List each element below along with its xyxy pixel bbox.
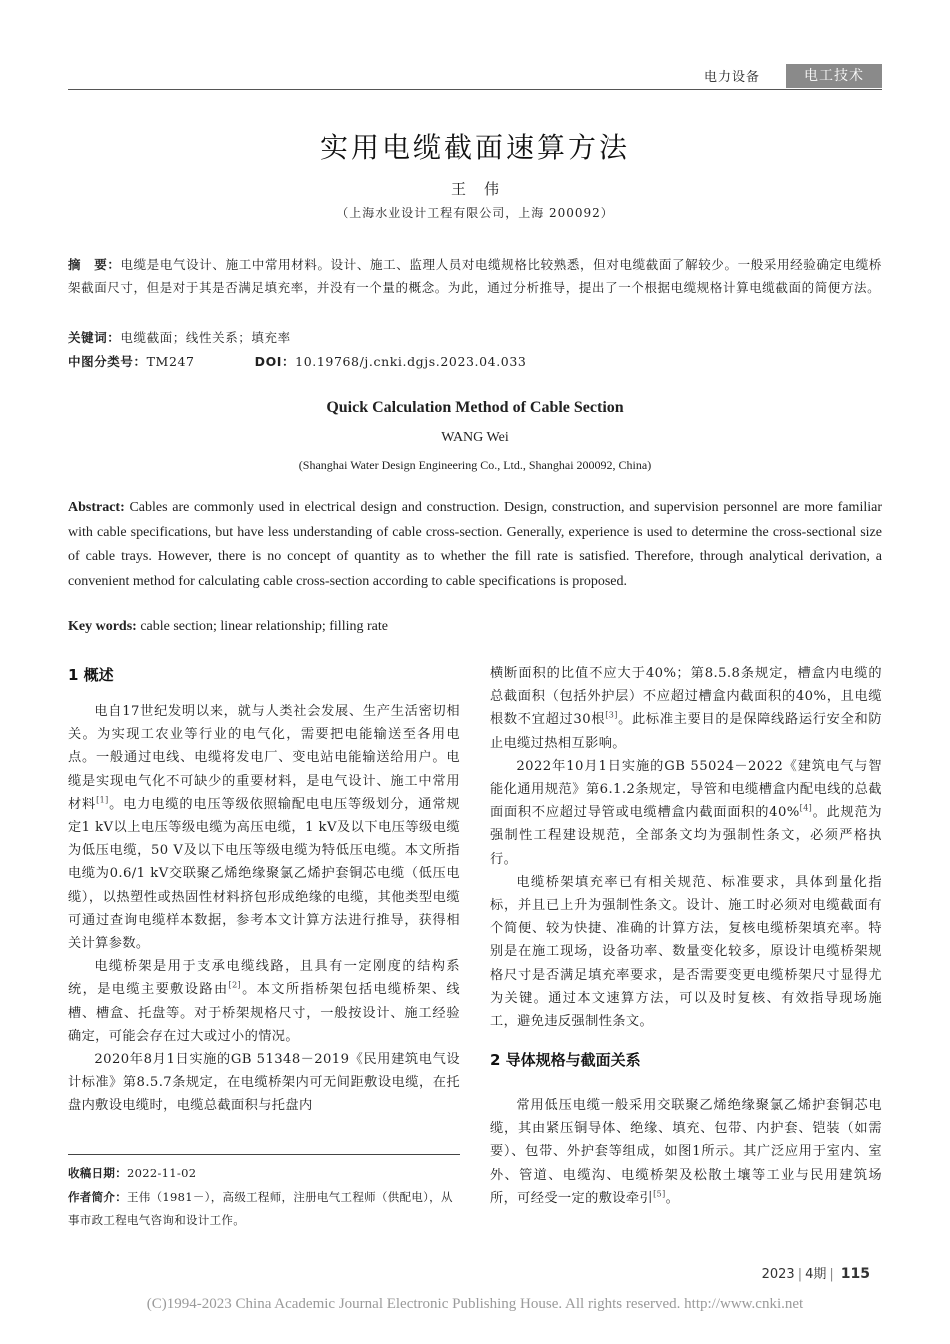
journal-year: 2023 — [761, 1267, 795, 1282]
section-1-heading: 1 概述 — [68, 666, 114, 684]
author-cn: 王伟 — [450, 180, 517, 198]
paragraph-text: 2022年10月1日实施的GB 55024－2022《建筑电气与智能化通用规范》第6.1.2条规定，导管和电缆槽盒内配电线的总截面面积不应超过导管或电缆槽盒内截面面积的40% — [490, 758, 882, 821]
doi-label: DOI： — [254, 354, 296, 369]
clc-label: 中图分类号： — [68, 354, 147, 369]
bio-text: 王伟（1981－），高级工程师，注册电气工程师（供配电），从事市政工程电气咨询和设计工作。 — [68, 1190, 453, 1227]
received-date — [68, 1162, 460, 1185]
page-footer: 2023 | 4期 | 115 — [761, 1266, 870, 1282]
right-column — [490, 662, 882, 1033]
keywords-cn-label: 关键词： — [68, 330, 121, 345]
bio-label: 作者简介： — [68, 1190, 127, 1204]
citation: [5] — [653, 1189, 666, 1199]
paragraph: 2020年8月1日实施的GB 51348－2019《民用建筑电气设计标准》第8.5.7条规定，在电缆桥架内可无间距敷设电缆，在托盘内敷设电缆时，电缆总截面积与托盘内 — [68, 1052, 460, 1114]
paragraph-text: 电缆桥架是用于支承电缆线路，且具有一定刚度的结构系统，是电缆主要敷设路由 — [68, 959, 460, 998]
paper-title-en: Quick Calculation Method of Cable Section — [326, 399, 624, 416]
paragraph-text: 常用低压电缆一般采用交联聚乙烯绝缘聚氯乙烯护套铜芯电缆，其由紧压铜导体、绝缘、填充、包带、内护套、铠装（如需要）、包带、外护套等组成，如图1所示。其广泛应用于室内、室外、管道、电缆沟、电缆桥架及松散土壤等工业与民用建筑场所，可经受一定的敷设牵引 — [490, 1098, 882, 1206]
clc-value: TM247 — [146, 354, 195, 369]
page-number: 115 — [840, 1266, 870, 1282]
header-rule — [68, 89, 882, 90]
paragraph-text: 横断面积的比值不应大于40%；第8.5.8条规定，槽盒内电缆的总截面积（包括外护层）不应超过槽盒内截面积的40%，且电缆根数不宜超过30根 — [490, 666, 882, 728]
received-value: 2022-11-02 — [127, 1166, 197, 1180]
paragraph: 电缆桥架填充率已有相关规范、标准要求，具体到量化指标，并且已上升为强制性条文。设计、施工时必须对电缆截面有个简便、较为快捷、准确的计算方法，复核电缆桥架填充率。特别是在施工现场，设备功率、数量变化较多，原设计电缆桥架规格尺寸是否满足填充率要求，是否需要变更电缆桥架尺寸显得尤为关键。通过本文速算方法，可以及时复核、有效指导现场施工，避免违反强制性条文。 — [490, 874, 882, 1030]
citation: [2] — [228, 981, 242, 991]
paragraph — [68, 955, 460, 1048]
journal-issue: 4期 — [805, 1267, 827, 1282]
keywords-en — [68, 615, 882, 639]
received-label: 收稿日期： — [68, 1166, 127, 1180]
section-2-heading: 2 导体规格与截面关系 — [490, 1051, 641, 1069]
paragraph — [68, 700, 460, 955]
footnote-rule — [68, 1154, 460, 1155]
doi-value: 10.19768/j.cnki.dgjs.2023.04.033 — [295, 354, 527, 369]
classification-line — [68, 350, 882, 373]
copyright-notice: (C)1994-2023 China Academic Journal Electronic Publishing House. All rights reserved. http://www.cnki.net — [146, 1296, 804, 1312]
abstract-en-label: Abstract: — [68, 500, 125, 515]
citation: [3] — [605, 711, 618, 721]
abstract-cn-text: 电缆是电气设计、施工中常用材料。设计、施工、监理人员对电缆规格比较熟悉，但对电缆截面了解较少。一般采用经验确定电缆桥架截面尺寸，但是对于其是否满足填充率，并没有一个量的概念。为此，通过分析推导，提出了一个根据电缆规格计算电缆截面的简便方法。 — [68, 257, 882, 295]
abstract-cn-label: 摘 要： — [68, 257, 121, 272]
paragraph-continued — [490, 662, 882, 755]
abstract-en — [68, 496, 882, 594]
keywords-en-label: Key words: — [68, 619, 137, 634]
running-header — [68, 64, 882, 88]
paragraph — [490, 755, 882, 871]
abstract-en-text: Cables are commonly used in electrical design and construction. Design, construction, and supervision personnel are more familiar with cable specifications, but have less understanding of cable cross-section. Generally, experience is used to determine the cross-sectional size of cable trays. However, there is no concept of quantity as to whether the fill rate is satisfied. Therefore, through analytical derivation, a convenient method for calculating cable cross-section according to cable specifications is proposed. — [68, 500, 882, 589]
affiliation-en: (Shanghai Water Design Engineering Co., Ltd., Shanghai 200092, China) — [298, 458, 652, 472]
citation: [1] — [96, 795, 109, 805]
paragraph-text: 。此规范为强制性工程建设规范，全部条文均为强制性条文，必须严格执行。 — [490, 805, 883, 867]
author-bio — [68, 1186, 460, 1232]
citation: [4] — [799, 803, 813, 813]
paragraph-text: 电自17世纪发明以来，就与人类社会发展、生产生活密切相关。为实现工农业等行业的电气化，需要把电能输送至各用电点。一般通过电线、电缆将发电厂、变电站电能输送给用户。电缆是实现电气化不可缺少的重要材料，是电气设计、施工中常用材料 — [68, 704, 460, 812]
paragraph-text: 。本文所指桥架包括电缆桥架、线槽、槽盒、托盘等。对于桥架规格尺寸，一般按设计、施工经验确定，可能会存在过大或过小的情况。 — [68, 982, 461, 1044]
header-tag: 电工技术 — [786, 64, 882, 88]
left-column — [68, 700, 460, 1118]
paragraph-text: 。此标准主要目的是保障线路运行安全和防止电缆过热相互影响。 — [490, 712, 882, 751]
keywords-en-text: cable section; linear relationship; filling rate — [136, 619, 388, 634]
paragraph — [490, 1094, 882, 1210]
right-column-section-2 — [490, 1094, 882, 1210]
paragraph-text: 。 — [665, 1190, 680, 1206]
keywords-cn-text: 电缆截面；线性关系；填充率 — [120, 330, 291, 345]
keywords-cn — [68, 326, 882, 349]
affiliation-cn: （上海水业设计工程有限公司，上海 200092） — [336, 206, 614, 220]
author-en: WANG Wei — [441, 430, 509, 445]
paragraph-text: 。电力电缆的电压等级依照输配电电压等级划分，通常规定1 kV以上电压等级电缆为高压电缆，1 kV及以下电压等级电缆为低压电缆，50 V及以下电压等级电缆为特低压电缆。本文所指电缆为0.6/1 kV交联聚乙烯绝缘聚氯乙烯护套铜芯电缆（低压电缆），以热塑性或热固性材料挤包形成绝缘的电缆，其他类型电缆可通过查询电缆样本数据，参考本文计算方法进行推导，获得相关计算参数。 — [68, 796, 460, 952]
paper-title: 实用电缆截面速算方法 — [319, 131, 630, 164]
abstract-cn — [68, 253, 882, 299]
header-section: 电力设备 — [703, 70, 760, 85]
